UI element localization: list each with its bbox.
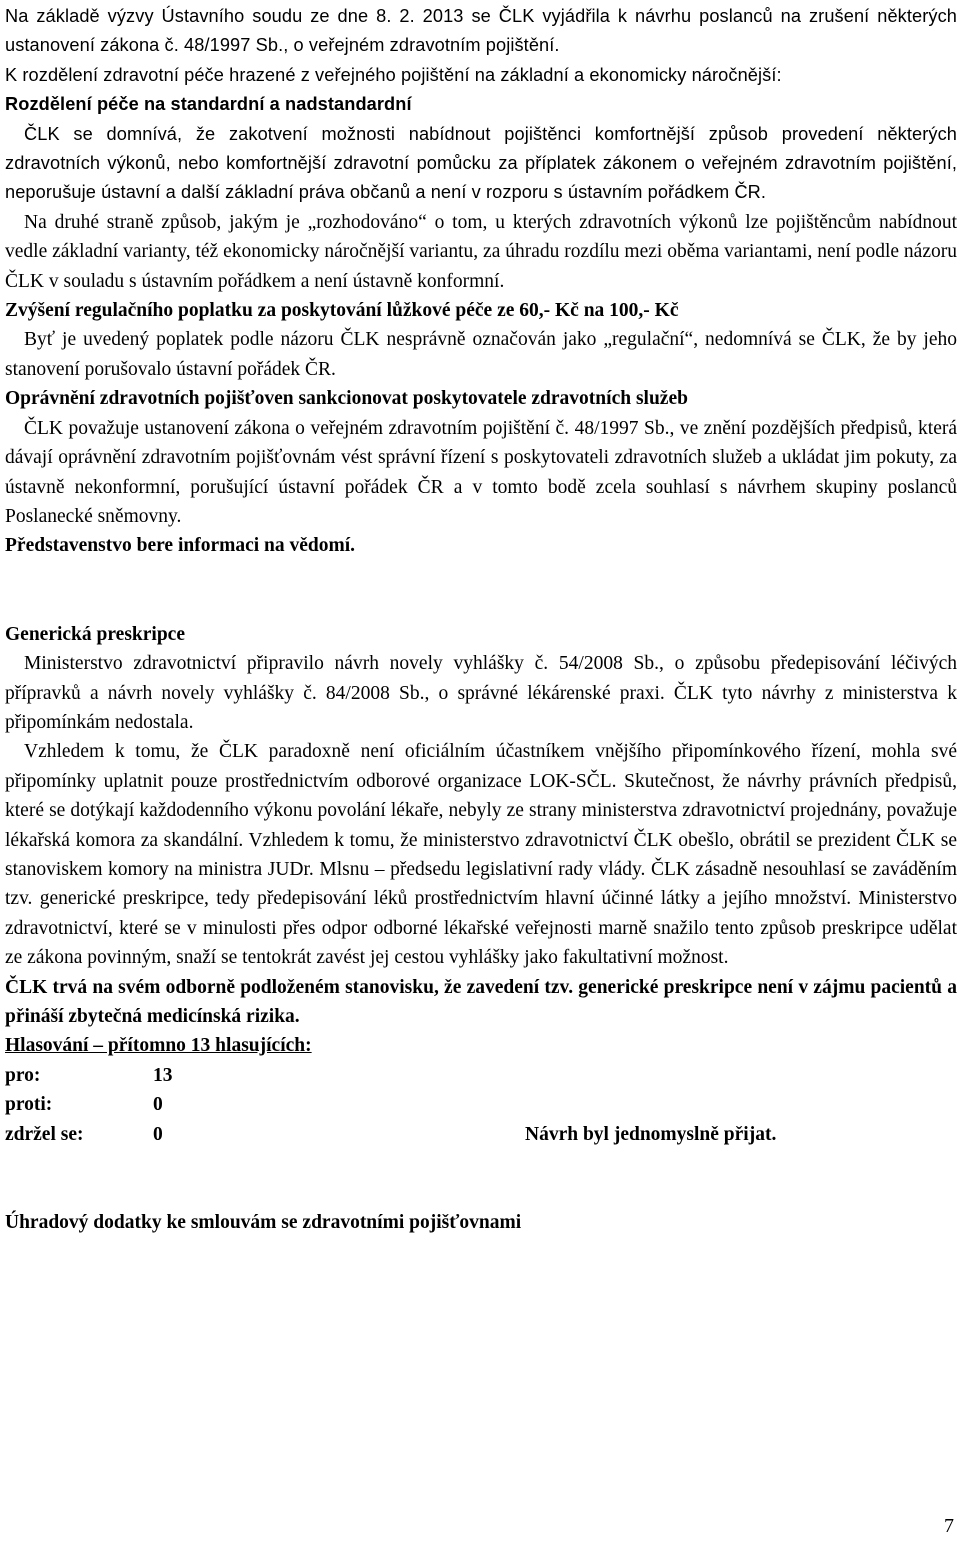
vote-against-label: proti: xyxy=(5,1094,53,1116)
vote-row-abstain xyxy=(5,1120,957,1149)
voting-heading: Hlasování – přítomno 13 hlasujících: xyxy=(5,1035,312,1057)
vote-pro-value: 13 xyxy=(153,1064,173,1086)
vote-abstain-label: zdržel se: xyxy=(5,1123,84,1145)
vote-result: Návrh byl jednomyslně přijat. xyxy=(525,1123,777,1145)
vote-pro-label: pro: xyxy=(5,1064,41,1086)
standard-care-heading: Rozdělení péče na standardní a nadstandardní xyxy=(5,94,412,115)
insurer-sanctions-paragraph: ČLK považuje ustanovení zákona o veřejném zdravotním pojištění č. 48/1997 Sb., ve znění pozdějších předpisů, která dávají oprávnění zdravotním pojišťovnám vést správní řízení s poskytovateli zdravotních služeb a ukládat jim pokuty, za ústavně nekonformní, porušující ústavní pořádek ČR a v tomto bodě zcela souhlasí s návrhem skupiny poslanců Poslanecké sněmovny. xyxy=(5,417,957,527)
vote-against-value: 0 xyxy=(153,1094,163,1116)
intro-paragraph: Na základě výzvy Ústavního soudu ze dne 8. 2. 2013 se ČLK vyjádřila k návrhu poslanců na zrušení některých ustanovení zákona č. 48/1997 Sb., o veřejném zdravotním pojištění. xyxy=(5,6,957,56)
vote-row-against xyxy=(5,1090,957,1119)
fee-increase-heading: Zvýšení regulačního poplatku za poskytování lůžkové péče ze 60,- Kč na 100,- Kč xyxy=(5,300,679,322)
payment-supplements-heading: Úhradový dodatky ke smlouvám se zdravotními pojišťovnami xyxy=(5,1212,522,1234)
board-conclusion: Představenstvo bere informaci na vědomí. xyxy=(5,535,356,557)
fee-increase-paragraph: Byť je uvedený poplatek podle názoru ČLK nesprávně označován jako „regulační“, nedomnívá se ČLK, že by jeho stanovení porušovalo ústavní pořádek ČR. xyxy=(5,329,957,380)
ministry-draft-paragraph: Ministerstvo zdravotnictví připravilo návrh novely vyhlášky č. 54/2008 Sb., o způsobu předepisování léčivých přípravků a návrh novely vyhlášky č. 84/2008 Sb., o správné lékárenské praxi. ČLK tyto návrhy z ministerstva k připomínkám nedostala. xyxy=(5,653,957,733)
document-page xyxy=(5,2,957,1237)
standard-care-paragraph: ČLK se domnívá, že zakotvení možnosti nabídnout pojištěnci komfortnější způsob provedení některých zdravotních výkonů, nebo komfortnější zdravotní pomůcku za příplatek zákonem o veřejném zdravotním pojištění, neporušuje ústavní a další základní práva občanů a není v rozporu s ústavním pořádkem ČR. xyxy=(5,123,957,203)
vote-row-pro xyxy=(5,1061,957,1090)
generic-prescription-heading: Generická preskripce xyxy=(5,623,185,645)
insurer-sanctions-heading: Oprávnění zdravotních pojišťoven sankcionovat poskytovatele zdravotních služeb xyxy=(5,388,688,410)
clk-statement: ČLK trvá na svém odborně podloženém stanovisku, že zavedení tzv. generické preskripce není v zájmu pacientů a přináší zbytečná medicínská rizika. xyxy=(5,976,957,1027)
page-number: 7 xyxy=(944,1515,954,1537)
comment-procedure-paragraph: Vzhledem k tomu, že ČLK paradoxně není oficiálním účastníkem vnějšího připomínkového řízení, mohla své připomínky uplatnit pouze prostřednictvím odborové organizace LOK-SČL. Skutečnost, že návrhy právních předpisů, které se dotýkají každodenního výkonu povolání lékaře, nebyly ze strany ministerstva zdravotnictví projednány, považuje lékařská komora za skandální. Vzhledem k tomu, že ministerstvo zdravotnictví ČLK obešlo, obrátil se prezident ČLK se stanoviskem komory na ministra JUDr. Mlsnu – předsedu legislativní rady vlády. ČLK zásadně nesouhlasí se zaváděním tzv. generické preskripce, tedy předepisování léků prostřednictvím hlavní účinné látky a jejího množství. Ministerstvo zdravotnictví, které se v minulosti přes odpor odborné lékařské veřejnosti marně snažilo tento způsob preskripce udělat ze zákona povinným, snaží se tentokrát zavést jej cestou vyhlášky jako fakultativní možnost. xyxy=(5,741,957,969)
decision-method-paragraph: Na druhé straně způsob, jakým je „rozhodováno“ o tom, u kterých zdravotních výkonů lze pojištěncům nabídnout vedle základní varianty, též ekonomicky náročnější variantu, za úhradu rozdílu mezi oběma variantami, není podle názoru ČLK v souladu s ústavním pořádkem a není ústavně konformní. xyxy=(5,211,957,292)
section-spacer xyxy=(5,1149,957,1208)
vote-abstain-value: 0 xyxy=(153,1123,163,1145)
section-spacer xyxy=(5,561,957,620)
division-paragraph: K rozdělení zdravotní péče hrazené z veřejného pojištění na základní a ekonomicky náročnější: xyxy=(5,64,782,85)
